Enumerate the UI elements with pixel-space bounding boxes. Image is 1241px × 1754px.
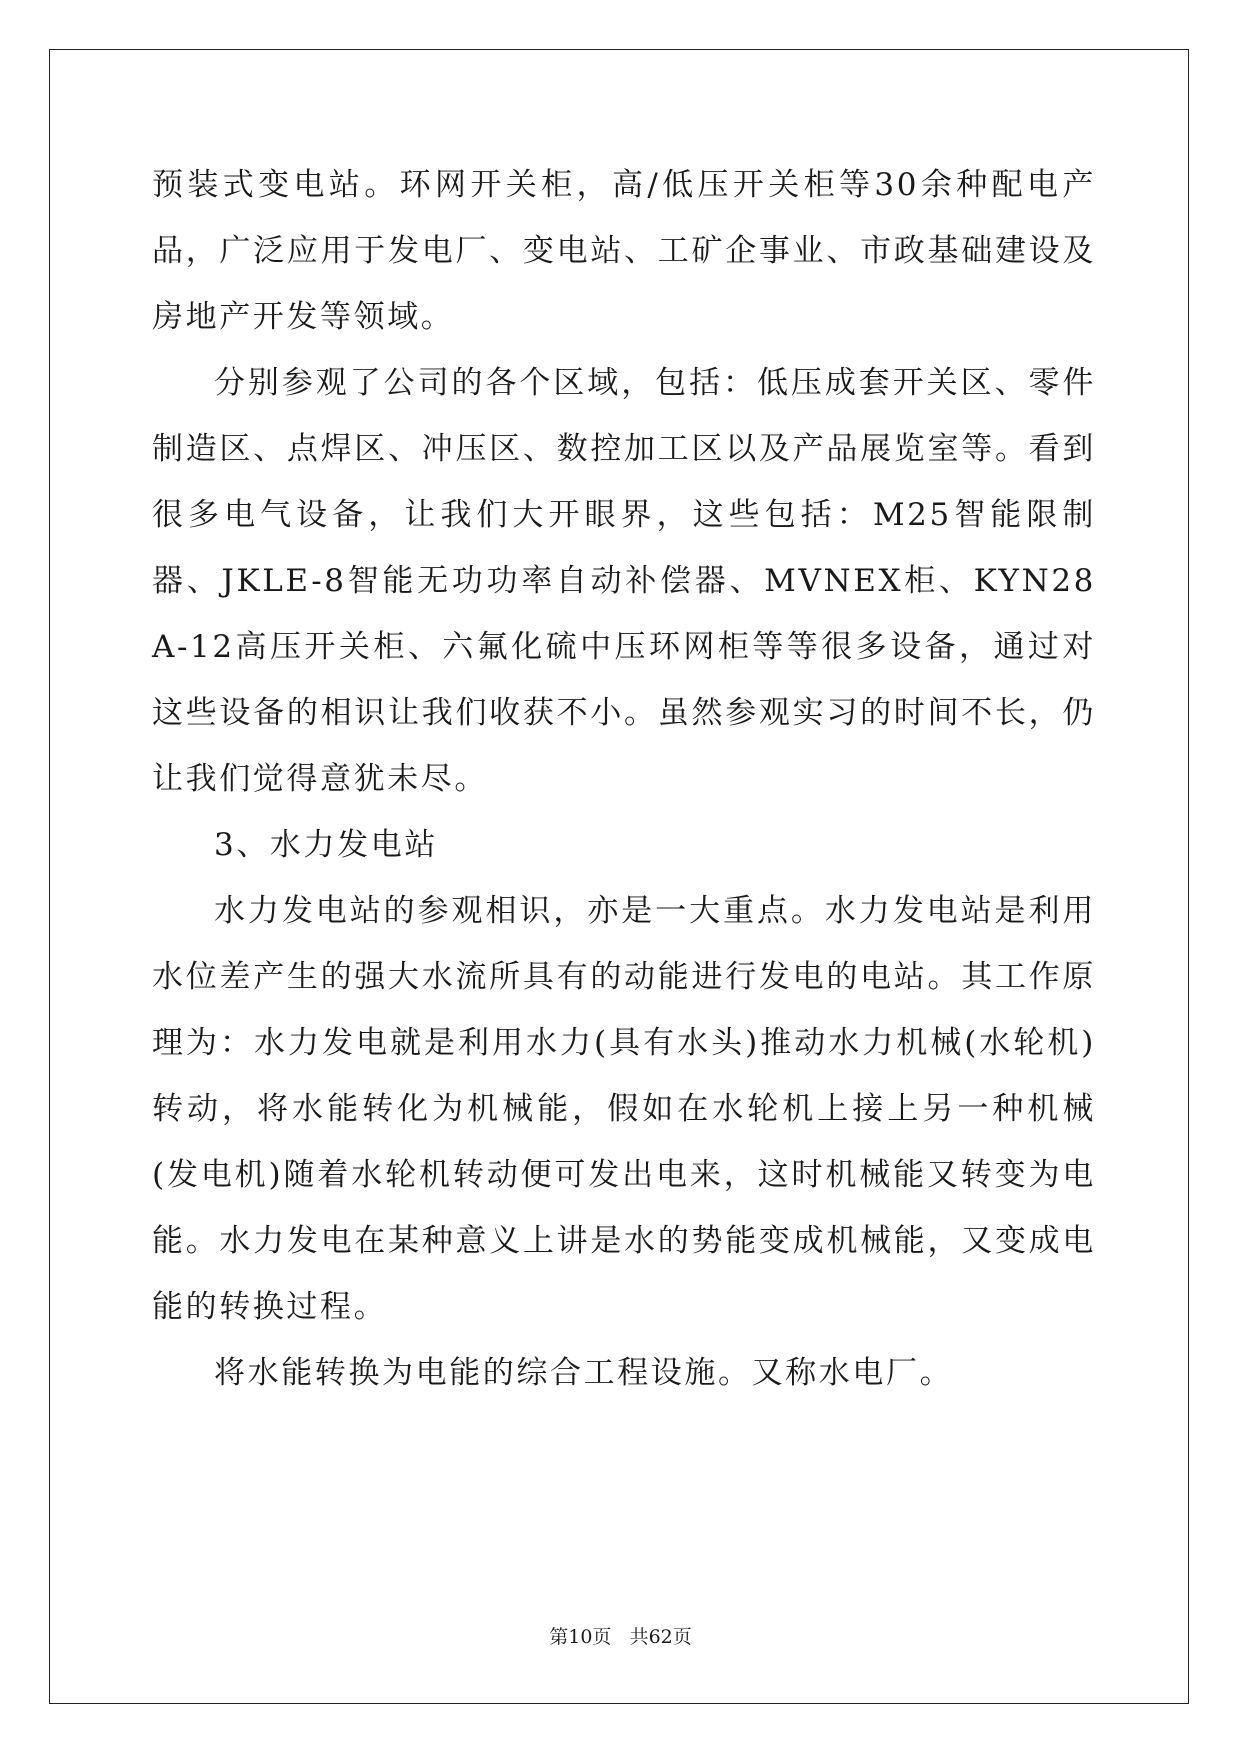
paragraph-hydro-definition: 将水能转换为电能的综合工程设施。又称水电厂。 — [214, 1355, 954, 1391]
page-number: 第10页 — [549, 1626, 612, 1648]
document-body — [152, 152, 1096, 1406]
page-footer — [0, 1622, 1241, 1649]
paragraph-hydro-principle: 水力发电站的参观相识，亦是一大重点。水力发电站是利用水位差产生的强大水流所具有的动能进行发电的电站。其工作原理为：水力发电就是利用水力(具有水头)推动水力机械(水轮机)转动，将水能转化为机械能，假如在水轮机上接上另一种机械(发电机)随着水轮机转动便可发出电来，这时机械能又转变为电能。水力发电在某种意义上讲是水的势能变成机械能，又变成电能的转换过程。 — [152, 893, 1096, 1325]
section-heading: 3、水力发电站 — [214, 827, 438, 863]
page-total: 共62页 — [629, 1626, 692, 1648]
paragraph-continued: 预装式变电站。环网开关柜，高/低压开关柜等30余种配电产品，广泛应用于发电厂、变电站、工矿企事业、市政基础建设及房地产开发等领域。 — [152, 167, 1096, 335]
paragraph-visit-areas: 分别参观了公司的各个区域，包括：低压成套开关区、零件制造区、点焊区、冲压区、数控加工区以及产品展览室等。看到很多电气设备，让我们大开眼界，这些包括：M25智能限制器、JKLE-8智能无功功率自动补偿器、MVNEX柜、KYN28A-12高压开关柜、六氟化硫中压环网柜等等很多设备，通过对这些设备的相识让我们收获不小。虽然参观实习的时间不长，仍让我们觉得意犹未尽。 — [152, 365, 1096, 797]
